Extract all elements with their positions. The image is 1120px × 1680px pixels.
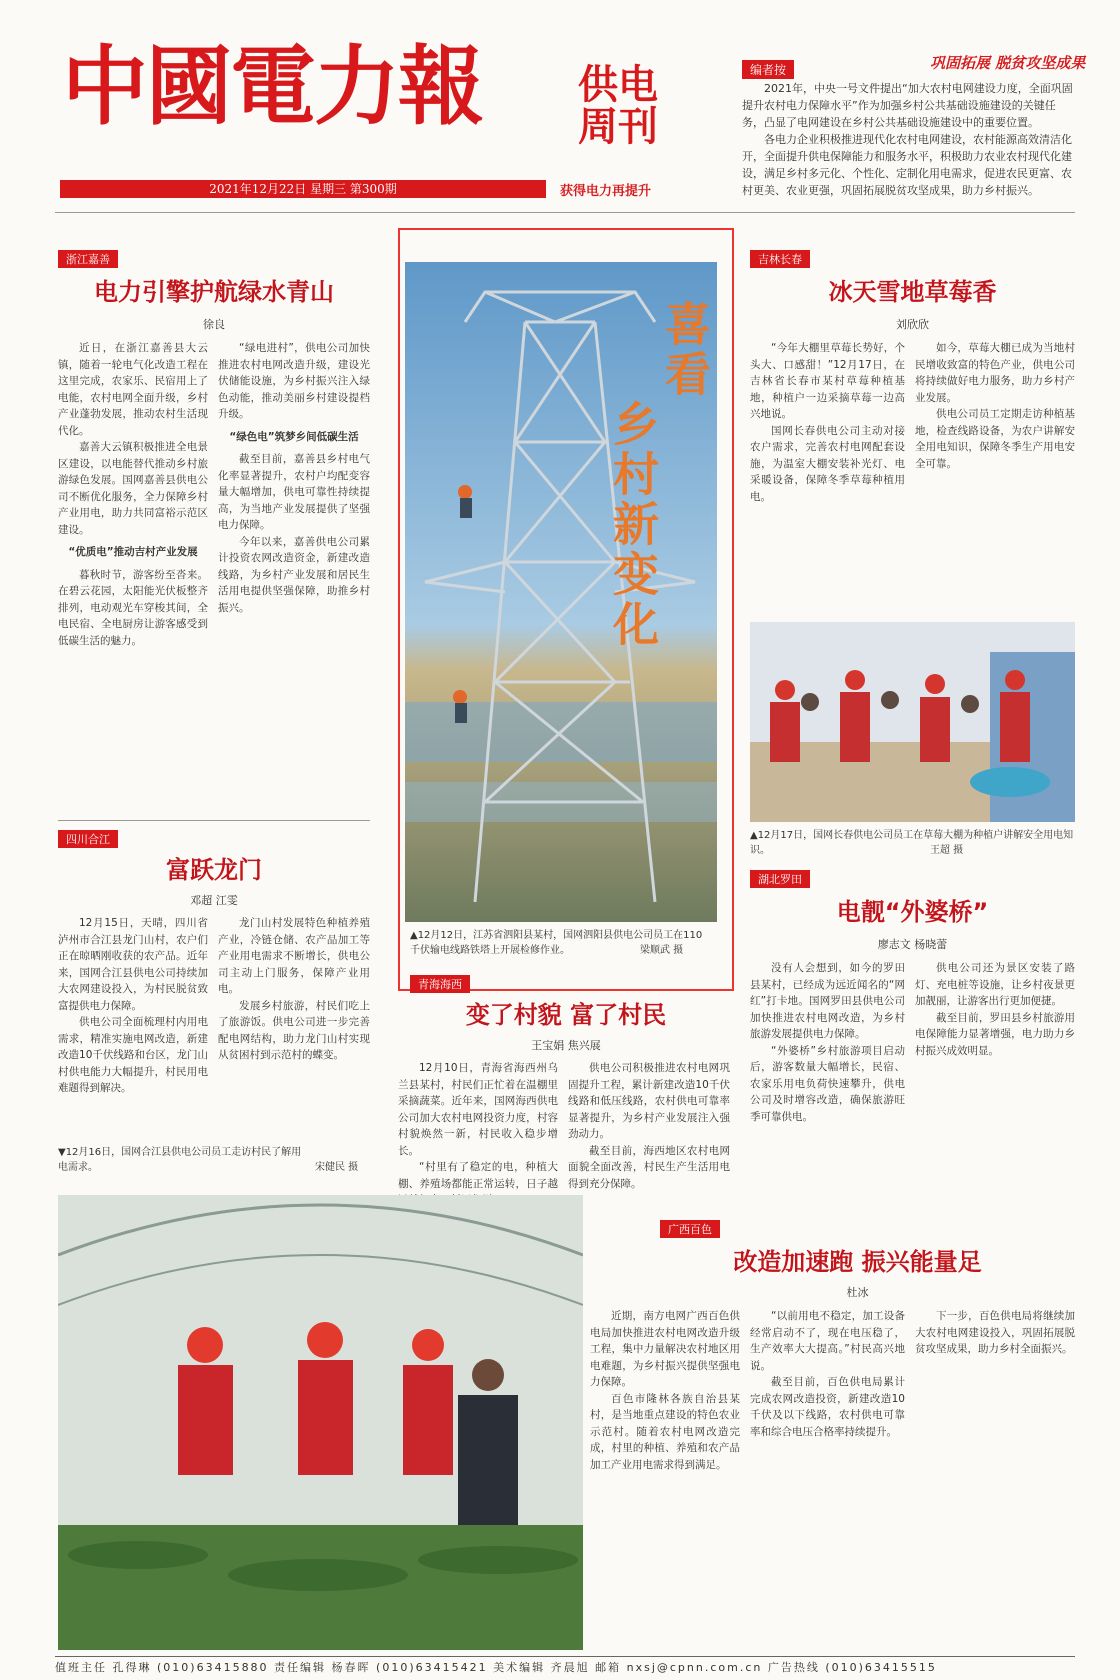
zhejiang-sub1: “优质电”推动吉村产业发展: [68, 546, 198, 558]
editor-note-tag: 编者按: [742, 60, 794, 79]
editor-note-p2: 各电力企业积极推进现代化农村电网建设，农村能源高效清洁化开，全面提升供电保障能力和服务水平，积极助力农业农村现代化建设，满足乡村多元化、个性化、定制化用电需求，促进农民更富、农村更美、农业更强，巩固拓展脱贫攻坚成果，助力乡村振兴。: [742, 133, 1072, 197]
jilin-col1: [750, 340, 905, 615]
sichuan-col1: [58, 915, 208, 1140]
tower-photo-credit: 梁顺武 摄: [640, 945, 684, 956]
sichuan-photo-credit: 宋健民 摄: [315, 1162, 359, 1173]
masthead-title: 中國電力報: [62, 36, 482, 137]
series-banner: 巩固拓展 脱贫攻坚成果: [930, 54, 1086, 72]
headline-qinghai: 变了村貌 富了村民: [465, 1001, 667, 1029]
tag-sichuan: 四川合江: [58, 830, 118, 848]
zhejiang-sub2: “绿色电”筑梦乡间低碳生活: [229, 430, 359, 443]
divider-left: [58, 820, 370, 821]
slogan: 获得电力再提升: [560, 184, 652, 199]
hubei-col1: [750, 960, 905, 1220]
masthead-subtitle: 供电周刊: [578, 61, 658, 150]
sichuan-caption: ▼12月16日，国网合江县供电公司员工走访村民了解用电需求。: [58, 1147, 302, 1173]
jilin-p1: “今年大棚里草莓长势好，个头大、口感甜！”12月17日，在吉林省长春市某村草莓种植基地，种植户一边采摘草莓一边高兴地说。: [750, 342, 905, 420]
footer-info: 值班主任 孔得琳 (010)63415880 责任编辑 杨春晖 (010)63415421 美术编辑 齐晨旭 邮箱 nxsj@cpnn.com.cn 广告热线 (010)63415515: [55, 1656, 1075, 1675]
hubei-p1: 没有人会想到，如今的罗田县某村，已经成为远近闻名的“网红”打卡地。国网罗田县供电公司加快推进农村电网改造，为乡村旅游发展提供电力保障。: [750, 962, 905, 1040]
tag-jilin: 吉林长春: [750, 250, 810, 268]
jilin-photo-credit: 王超 摄: [930, 845, 964, 856]
zhejiang-p3: 暮秋时节，游客纷至沓来。在碧云花园，太阳能光伏板整齐排列，电动观光车穿梭其间，全电民宿、全电厨房让游客感受到低碳生活的魅力。: [58, 568, 208, 647]
sichuan-p4: 发展乡村旅游，村民们吃上了旅游饭。供电公司进一步完善配电网结构，助力龙门山村实现从贫困村到示范村的蝶变。: [218, 999, 370, 1061]
jilin-p3: 如今，草莓大棚已成为当地村民增收致富的特色产业，供电公司将持续做好电力服务，助力乡村产业发展。: [915, 342, 1075, 404]
qinghai-p3: 供电公司积极推进农村电网巩固提升工程，累计新建改造10千伏线路和低压线路，农村供电可靠率显著提升，为乡村产业发展注入强劲动力。: [568, 1062, 730, 1140]
feature-title-1: 喜看: [658, 300, 712, 400]
hubei-p3: 供电公司还为景区安装了路灯、充电桩等设施，让乡村夜景更加靓丽，让游客出行更加便捷。: [915, 962, 1075, 1007]
byline-guangxi: 杜冰: [846, 1286, 869, 1299]
editor-note-p1: 2021年，中央一号文件提出“加大农村电网建设力度，全面巩固提升农村电力保障水平”作为加强乡村公共基础设施建设的关键任务，凸显了电网建设在乡村公共基础设施建设中的重要位置。: [742, 82, 1073, 129]
jilin-col2: [915, 340, 1075, 615]
guangxi-col3: [915, 1308, 1075, 1648]
sichuan-p2: 供电公司全面梳理村内用电需求，精准实施电网改造，新建改造10千伏线路和台区，龙门山村供电能力大幅提升，村民用电难题得到解决。: [58, 1016, 208, 1094]
headline-guangxi: 改造加速跑 振兴能量足: [733, 1248, 982, 1276]
zhejiang-p4: “绿电进村”，供电公司加快推进农村电网改造升级，建设光伏储能设施，为乡村振兴注入绿色动能，推动美丽乡村建设提档升级。: [218, 342, 370, 420]
byline-sichuan: 邓超 江雯: [190, 894, 238, 907]
feature-title-2: 乡村新变化: [606, 400, 660, 650]
zhejiang-p1: 近日，在浙江嘉善县大云镇，随着一轮电气化改造工程在这里完成，农家乐、民宿用上了电能，农村电网全面升级，乡村产业蓬勃发展，推动农村生活现代化。: [58, 342, 208, 437]
zhejiang-p5: 截至目前，嘉善县乡村电气化率显著提升，农村户均配变容量大幅增加，供电可靠性持续提高，为当地产业发展提供了坚强电力保障。: [218, 453, 370, 531]
byline-jilin: 刘欣欣: [896, 318, 929, 331]
greenhouse-photo: [58, 1195, 583, 1650]
dateline: 2021年12月22日 星期三 第300期: [60, 180, 546, 198]
qinghai-p2: “村里有了稳定的电，种植大棚、养殖场都能正常运转，日子越: [398, 1161, 558, 1190]
byline-zhejiang: 徐良: [203, 318, 225, 331]
guangxi-p4: 截至目前，百色供电局累计完成农网改造投资，新建改造10千伏及以下线路，农村供电可靠率和综合电压合格率持续提升。: [750, 1376, 905, 1438]
headline-zhejiang: 电力引擎护航绿水青山: [94, 278, 334, 306]
guangxi-p1: 近期，南方电网广西百色供电局加快推进农村电网改造升级工程，集中力量解决农村地区用电难题，为乡村振兴提供坚强电力保障。: [590, 1310, 740, 1388]
guangxi-col1: [590, 1308, 740, 1648]
greenhouse-photo-image: [58, 1195, 583, 1650]
jilin-photo: [750, 622, 1075, 822]
jilin-photo-image: [750, 622, 1075, 822]
tower-caption: ▲12月12日，江苏省泗阳县某村，国网泗阳县供电公司员工在110千伏输电线路铁塔上开展检修作业。: [410, 930, 703, 956]
jilin-p2: 国网长春供电公司主动对接农户需求，完善农村电网配套设施，为温室大棚安装补光灯、电采暖设备，保障冬季草莓种植用电。: [750, 424, 905, 503]
guangxi-p3: “以前用电不稳定，加工设备经常启动不了，现在电压稳了，生产效率大大提高。”村民高兴地说。: [750, 1310, 905, 1372]
top-divider: [55, 212, 1075, 213]
byline-qinghai: 王宝娟 焦兴展: [531, 1039, 601, 1052]
hubei-p4: 截至目前，罗田县乡村旅游用电保障能力显著增强，电力助力乡村振兴成效明显。: [915, 1011, 1075, 1057]
guangxi-p5: 下一步，百色供电局将继续加大农村电网建设投入，巩固拓展脱贫攻坚成果，助力乡村全面振兴。: [915, 1310, 1075, 1355]
jilin-caption: ▲12月17日，国网长春供电公司员工在草莓大棚为种植户讲解安全用电知识。: [750, 830, 1074, 856]
headline-hubei: 电靓“外婆桥”: [836, 898, 989, 926]
zhejiang-col1: [58, 340, 208, 800]
sichuan-col2: [218, 915, 370, 1140]
tag-hubei: 湖北罗田: [750, 870, 810, 888]
zhejiang-col2: [218, 340, 370, 800]
sichuan-p1: 12月15日，天晴，四川省泸州市合江县龙门山村，农户们正在晾晒刚收获的农产品。近年来，国网合江县供电公司持续加大农网建设投入，为村民脱贫致富提供电力保障。: [58, 917, 208, 1012]
byline-hubei: 廖志文 杨晓蕾: [877, 938, 948, 951]
qinghai-p4: 截至目前，海西地区农村电网面貌全面改善，村民生产生活用电得到充分保障。: [568, 1144, 730, 1190]
sichuan-p3: 龙门山村发展特色种植养殖产业，冷链仓储、农产品加工等产业用电需求不断增长，供电公司主动上门服务，保障产业用电。: [218, 917, 370, 995]
hubei-col2: [915, 960, 1075, 1220]
headline-jilin: 冰天雪地草莓香: [828, 278, 997, 306]
editor-note-text: [742, 80, 1076, 199]
zhejiang-p2: 嘉善大云镇积极推进全电景区建设，以电能替代推动乡村旅游绿色发展。国网嘉善县供电公司不断优化服务，全力保障乡村产业用电，助力共同富裕示范区建设。: [58, 441, 208, 536]
tag-zhejiang: 浙江嘉善: [58, 250, 118, 268]
guangxi-col2: [750, 1308, 905, 1648]
guangxi-p2: 百色市隆林各族自治县某村，是当地重点建设的特色农业示范村。随着农村电网改造完成，村里的种植、养殖和农产品加工产业用电需求得到满足。: [590, 1392, 740, 1471]
tag-qinghai: 青海海西: [410, 975, 470, 993]
qinghai-p1: 12月10日，青海省海西州乌兰县某村，村民们正忙着在温棚里采摘蔬菜。近年来，国网海西供电公司加大农村电网投资力度，村容村貌焕然一新，村民收入稳步增长。: [398, 1062, 558, 1157]
zhejiang-p6: 今年以来，嘉善供电公司累计投资农网改造资金，新建改造线路，为乡村产业发展和居民生活用电提供坚强保障，助推乡村振兴。: [218, 535, 370, 614]
tag-guangxi: 广西百色: [660, 1220, 720, 1238]
headline-sichuan: 富跃龙门: [166, 856, 262, 884]
hubei-p2: “外婆桥”乡村旅游项目启动后，游客数量大幅增长，民宿、农家乐用电负荷快速攀升，供电公司及时增容改造，确保旅游旺季可靠供电。: [750, 1044, 905, 1123]
jilin-p4: 供电公司员工定期走访种植基地，检查线路设备，为农户讲解安全用电知识，保障冬季生产用电安全可靠。: [915, 408, 1075, 470]
